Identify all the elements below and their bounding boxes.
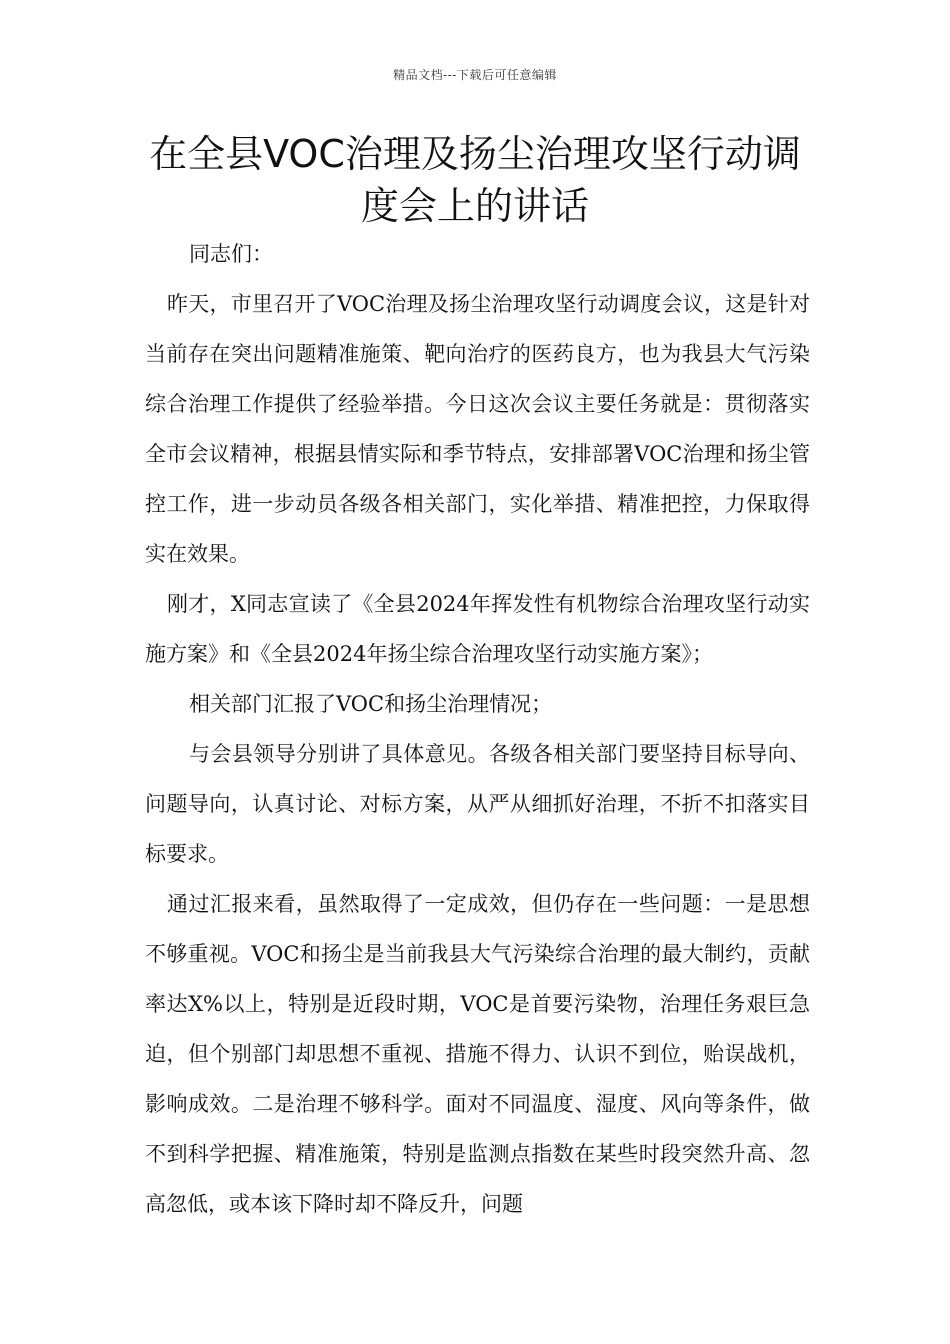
paragraph: 刚才，X同志宣读了《全县2024年挥发性有机物综合治理攻坚行动实施方案》和《全县2024年扬尘综合治理攻坚行动实施方案》； — [145, 592, 810, 666]
page-header: 精品文档---下载后可任意编辑 — [393, 68, 557, 82]
paragraph: 昨天，市里召开了VOC治理及扬尘治理攻坚行动调度会议，这是针对当前存在突出问题精准施策、靶向治疗的医药良方，也为我县大气污染综合治理工作提供了经验举措。今日这次会议主要任务就是：贯彻落实全市会议精神，根据县情实际和季节特点，安排部署VOC治理和扬尘管控工作，进一步动员各级各相关部门，实化举措、精准把控，力保取得实在效果。 — [145, 292, 810, 566]
document-body — [145, 229, 810, 1229]
paragraph-salutation: 同志们： — [189, 242, 273, 266]
paragraph: 通过汇报来看，虽然取得了一定成效，但仍存在一些问题：一是思想不够重视。VOC和扬尘是当前我县大气污染综合治理的最大制约，贡献率达X%以上，特别是近段时期，VOC是首要污染物，治理任务艰巨急迫，但个别部门却思想不重视、措施不得力、认识不到位，贻误战机，影响成效。二是治理不够科学。面对不同温度、湿度、风向等条件，做不到科学把握、精准施策，特别是监测点指数在某些时段突然升高、忽高忽低，或本该下降时却不降反升，问题 — [145, 892, 810, 1216]
paragraph: 与会县领导分别讲了具体意见。各级各相关部门要坚持目标导向、问题导向，认真讨论、对标方案，从严从细抓好治理，不折不扣落实目标要求。 — [145, 742, 810, 866]
document-title: 在全县VOC治理及扬尘治理攻坚行动调度会上的讲话 — [149, 132, 801, 228]
paragraph: 相关部门汇报了VOC和扬尘治理情况； — [189, 692, 553, 716]
